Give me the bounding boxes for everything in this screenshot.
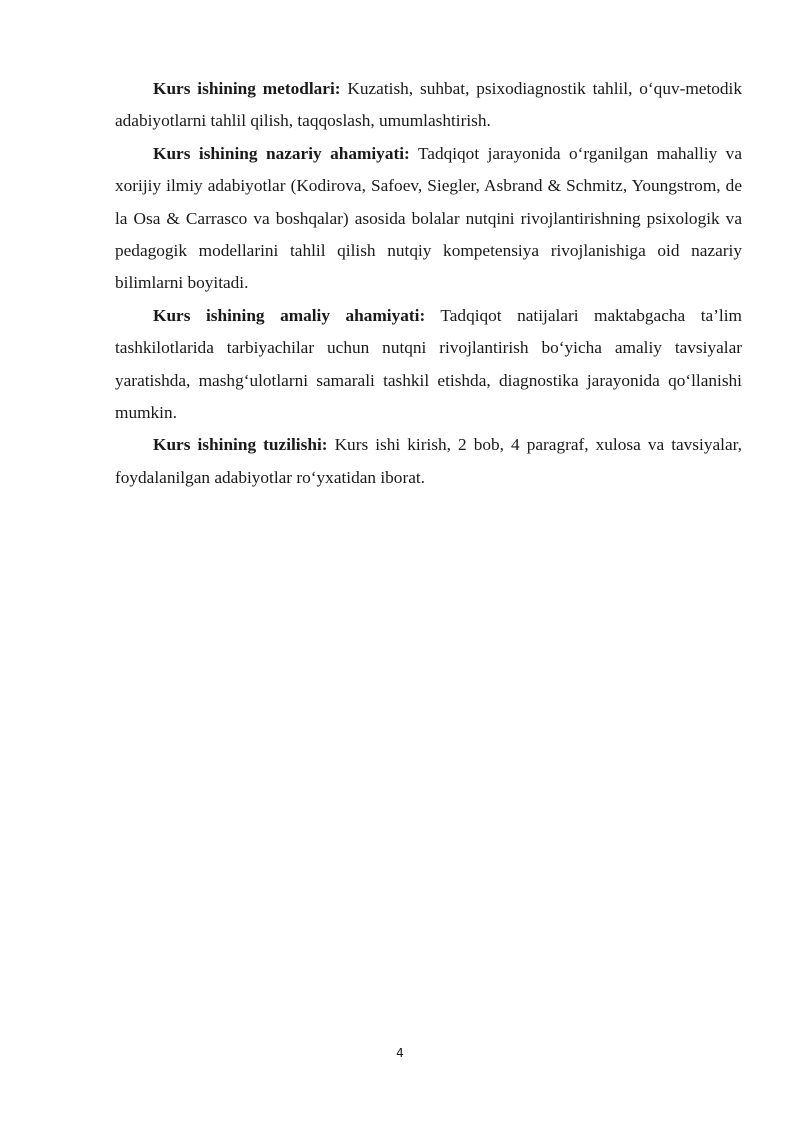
paragraph-text: Tadqiqot jarayonida o‘rganilgan mahalliy va xorijiy ilmiy adabiyotlar (Kodirova, Safoev, Siegler, Asbrand & Schmitz, Youngstrom, de la Osa & Carrasco va boshqalar) asosida bolalar nutqini rivojlantirishning psixologik va pedagogik modellarini tahlil qilish nutqiy kompetensiya rivojlanishiga oid nazariy bilimlarni boyitadi. [115,143,742,293]
paragraph-text: Kurs ishi kirish, 2 bob, 4 paragraf, xulosa va tavsiyalar, foydalanilgan adabiyotlar ro‘yxatidan iborat. [115,435,742,487]
paragraph-methods [115,73,742,138]
paragraph-heading: Kurs ishining amaliy ahamiyati: [153,305,426,325]
document-body [115,73,742,494]
paragraph-heading: Kurs ishining metodlari: [153,79,341,98]
paragraph-theoretical-significance [115,138,742,300]
paragraph-text: Tadqiqot natijalari maktabgacha ta’lim tashkilotlarida tarbiyachilar uchun nutqni rivojlantirish bo‘yicha amaliy tavsiyalar yaratishda, mashg‘ulotlarni samarali tashkil etishda, diagnostika jarayonida qo‘llanishi mumkin. [115,305,742,423]
page-number: 4 [396,1046,404,1060]
paragraph-heading: Kurs ishining tuzilishi: [153,435,328,455]
paragraph-structure [115,429,742,494]
paragraph-heading: Kurs ishining nazariy ahamiyati: [153,143,410,163]
paragraph-practical-significance [115,300,742,430]
paragraph-text: Kuzatish, suhbat, psixodiagnostik tahlil, o‘quv-metodik adabiyotlarni tahlil qilish, taqqoslash, umumlashtirish. [115,79,742,131]
